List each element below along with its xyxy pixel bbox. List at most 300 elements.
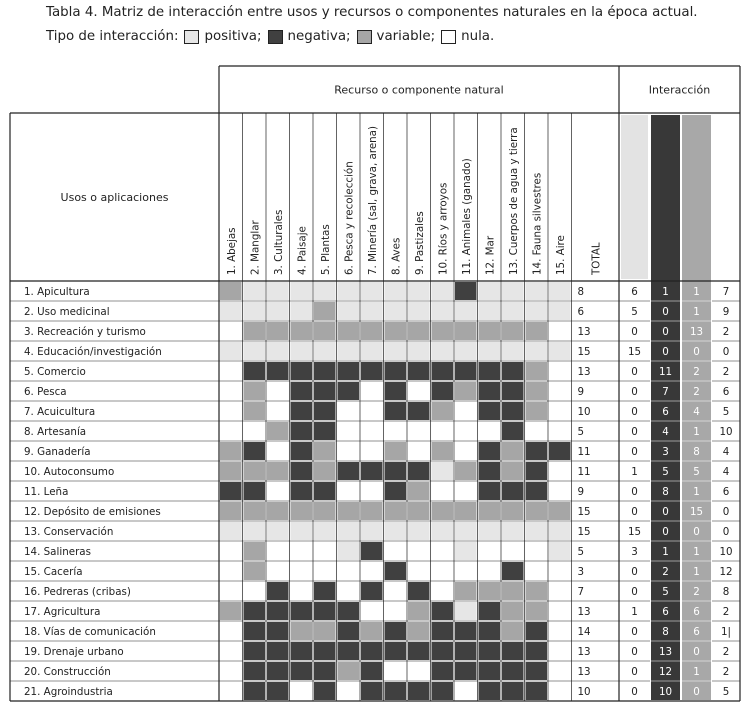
matrix-cell <box>361 522 383 540</box>
matrix-cell <box>314 402 336 420</box>
matrix-cell <box>220 602 242 620</box>
row-negative-count: 12 <box>658 666 673 678</box>
matrix-cell <box>314 682 336 700</box>
row-null-count: 10 <box>719 426 733 438</box>
matrix-cell <box>479 662 501 680</box>
matrix-cell <box>526 582 548 600</box>
matrix-cell <box>455 602 477 620</box>
matrix-cell <box>361 542 383 560</box>
row-total: 14 <box>577 626 591 638</box>
matrix-cell <box>526 622 548 640</box>
matrix-cell <box>479 602 501 620</box>
matrix-cell <box>408 502 430 520</box>
matrix-cell <box>244 462 266 480</box>
row-negative-count: 7 <box>662 386 669 398</box>
matrix-cell <box>338 462 360 480</box>
matrix-cell <box>314 662 336 680</box>
row-negative-count: 0 <box>662 526 669 538</box>
row-positive-count: 3 <box>631 546 638 558</box>
matrix-cell <box>432 462 454 480</box>
matrix-cell <box>291 482 313 500</box>
matrix-cell <box>408 622 430 640</box>
matrix-cell <box>314 502 336 520</box>
matrix-cell <box>267 582 289 600</box>
matrix-cell <box>314 482 336 500</box>
row-total: 3 <box>577 566 585 578</box>
row-null-count: 2 <box>722 666 730 678</box>
row-negative-count: 0 <box>662 326 669 338</box>
matrix-cell <box>526 502 548 520</box>
row-label: 17. Agricultura <box>24 606 101 618</box>
matrix-cell <box>479 482 501 500</box>
row-total: 10 <box>577 686 591 698</box>
matrix-cell <box>338 522 360 540</box>
row-negative-count: 3 <box>662 446 669 458</box>
matrix-cell <box>455 302 477 320</box>
matrix-cell <box>502 522 524 540</box>
row-null-count: 4 <box>722 446 730 458</box>
interaction-header: Interacción <box>648 83 711 97</box>
matrix-cell <box>291 422 313 440</box>
row-positive-count: 0 <box>631 386 638 398</box>
row-label: 20. Construcción <box>24 666 111 678</box>
matrix-cell <box>267 342 289 360</box>
matrix-cell <box>244 562 266 580</box>
row-variable-count: 8 <box>693 446 700 458</box>
matrix-cell <box>267 662 289 680</box>
matrix-cell <box>432 522 454 540</box>
row-null-count: 2 <box>722 646 730 658</box>
row-variable-count: 15 <box>689 506 704 518</box>
row-variable-count: 13 <box>689 326 704 338</box>
matrix-cell <box>314 302 336 320</box>
table-title: Tabla 4. Matriz de interacción entre usos y recursos o componentes naturales en la época actual. <box>46 5 698 20</box>
matrix-cell <box>549 342 571 360</box>
row-variable-count: 6 <box>693 626 700 638</box>
resource-label: 4. Paisaje <box>296 226 309 275</box>
matrix-cell <box>455 542 477 560</box>
matrix-cell <box>502 322 524 340</box>
matrix-cell <box>267 642 289 660</box>
matrix-cell <box>408 282 430 300</box>
matrix-cell <box>267 502 289 520</box>
resource-label: 8. Aves <box>390 237 403 275</box>
matrix-cell <box>385 382 407 400</box>
matrix-cell <box>361 582 383 600</box>
matrix-cell <box>220 522 242 540</box>
matrix-cell <box>549 522 571 540</box>
matrix-cell <box>385 622 407 640</box>
matrix-cell <box>432 502 454 520</box>
matrix-cell <box>502 462 524 480</box>
row-label: 14. Salineras <box>24 546 91 558</box>
matrix-cell <box>432 382 454 400</box>
matrix-cell <box>385 302 407 320</box>
matrix-cell <box>432 622 454 640</box>
matrix-cell <box>479 582 501 600</box>
matrix-cell <box>267 622 289 640</box>
row-total: 7 <box>577 586 585 598</box>
resources-header: Recurso o componente natural <box>334 83 504 97</box>
matrix-cell <box>244 282 266 300</box>
matrix-cell <box>244 382 266 400</box>
matrix-cell <box>291 502 313 520</box>
row-variable-count: 4 <box>693 406 700 418</box>
row-null-count: 2 <box>722 366 730 378</box>
row-variable-count: 6 <box>693 606 700 618</box>
matrix-cell <box>338 362 360 380</box>
matrix-cell <box>361 362 383 380</box>
row-variable-count: 1 <box>693 566 700 578</box>
row-label: 7. Acuicultura <box>24 406 96 418</box>
matrix-cell <box>291 282 313 300</box>
row-total: 8 <box>577 286 585 298</box>
resource-label: 11. Animales (ganado) <box>460 158 473 275</box>
matrix-cell <box>455 662 477 680</box>
matrix-cell <box>408 682 430 700</box>
matrix-cell <box>502 362 524 380</box>
matrix-cell <box>526 302 548 320</box>
matrix-cell <box>267 522 289 540</box>
matrix-cell <box>385 682 407 700</box>
row-positive-count: 0 <box>631 366 638 378</box>
matrix-cell <box>385 482 407 500</box>
matrix-cell <box>502 442 524 460</box>
row-negative-count: 4 <box>662 426 669 438</box>
matrix-cell <box>479 442 501 460</box>
matrix-cell <box>502 402 524 420</box>
matrix-cell <box>244 482 266 500</box>
total-label: TOTAL <box>590 242 603 275</box>
resource-label: 15. Aire <box>554 235 567 275</box>
row-variable-count: 2 <box>693 366 700 378</box>
row-label: 21. Agroindustria <box>24 686 113 698</box>
resource-label: 6. Pesca y recolección <box>343 161 356 275</box>
matrix-cell <box>526 482 548 500</box>
matrix-cell <box>549 442 571 460</box>
matrix-cell <box>361 682 383 700</box>
matrix-cell <box>408 462 430 480</box>
matrix-cell <box>502 422 524 440</box>
matrix-cell <box>549 542 571 560</box>
matrix-cell <box>455 362 477 380</box>
matrix-cell <box>432 642 454 660</box>
uses-header: Usos o aplicaciones <box>60 191 169 204</box>
row-null-count: 0 <box>722 506 730 518</box>
row-null-count: 4 <box>722 466 730 478</box>
matrix-cell <box>432 362 454 380</box>
matrix-cell <box>502 502 524 520</box>
matrix-cell <box>291 442 313 460</box>
matrix-cell <box>385 282 407 300</box>
matrix-cell <box>314 422 336 440</box>
matrix-cell <box>361 302 383 320</box>
matrix-cell <box>479 302 501 320</box>
matrix-cell <box>479 322 501 340</box>
matrix-cell <box>455 462 477 480</box>
matrix-cell <box>338 342 360 360</box>
matrix-cell <box>502 662 524 680</box>
row-variable-count: 0 <box>693 646 700 658</box>
row-null-count: 5 <box>722 406 730 418</box>
matrix-cell <box>549 502 571 520</box>
row-positive-count: 15 <box>627 346 642 358</box>
resource-label: 12. Mar <box>484 235 497 275</box>
resource-label: 10. Ríos y arroyos <box>437 182 450 275</box>
matrix-cell <box>361 622 383 640</box>
row-negative-count: 6 <box>662 406 669 418</box>
matrix-cell <box>244 322 266 340</box>
matrix-cell <box>267 422 289 440</box>
row-positive-count: 15 <box>627 526 642 538</box>
row-variable-count: 1 <box>693 306 700 318</box>
row-negative-count: 11 <box>658 366 673 378</box>
row-label: 6. Pesca <box>24 386 67 398</box>
matrix-cell <box>314 442 336 460</box>
row-negative-count: 10 <box>658 686 673 698</box>
matrix-cell <box>267 362 289 380</box>
row-negative-count: 1 <box>662 546 669 558</box>
matrix-cell <box>267 322 289 340</box>
row-total: 9 <box>577 486 585 498</box>
matrix-cell <box>361 342 383 360</box>
matrix-cell <box>549 282 571 300</box>
row-positive-count: 0 <box>631 626 638 638</box>
row-positive-count: 0 <box>631 326 638 338</box>
row-total: 15 <box>577 506 591 518</box>
matrix-cell <box>385 462 407 480</box>
row-positive-count: 6 <box>631 286 638 298</box>
matrix-cell <box>314 522 336 540</box>
matrix-cell <box>314 622 336 640</box>
row-null-count: 12 <box>719 566 733 578</box>
matrix-cell <box>291 322 313 340</box>
row-total: 5 <box>577 426 585 438</box>
matrix-cell <box>479 522 501 540</box>
matrix-cell <box>526 282 548 300</box>
resource-label: 14. Fauna silvestres <box>531 172 544 275</box>
resource-label: 9. Pastizales <box>413 211 426 275</box>
matrix-cell <box>220 502 242 520</box>
matrix-cell <box>314 382 336 400</box>
row-total: 13 <box>577 606 591 618</box>
row-variable-count: 2 <box>693 386 700 398</box>
matrix-cell <box>314 602 336 620</box>
row-variable-count: 1 <box>693 286 700 298</box>
row-total: 10 <box>577 406 591 418</box>
matrix-cell <box>479 642 501 660</box>
matrix-cell <box>244 602 266 620</box>
matrix-cell <box>244 302 266 320</box>
row-positive-count: 1 <box>631 466 638 478</box>
interaction-var-header-fill <box>682 115 711 281</box>
row-total: 13 <box>577 326 591 338</box>
matrix-cell <box>479 282 501 300</box>
row-null-count: 6 <box>722 486 730 498</box>
matrix-cell <box>455 342 477 360</box>
matrix-cell <box>526 662 548 680</box>
matrix-cell <box>220 482 242 500</box>
matrix-cell <box>267 302 289 320</box>
matrix-cell <box>267 282 289 300</box>
row-positive-count: 0 <box>631 566 638 578</box>
matrix-cell <box>361 662 383 680</box>
matrix-cell <box>338 502 360 520</box>
row-null-count: 2 <box>722 606 730 618</box>
resource-label: 1. Abejas <box>225 227 238 275</box>
matrix-cell <box>385 522 407 540</box>
matrix-cell <box>408 342 430 360</box>
matrix-cell <box>361 642 383 660</box>
row-label: 3. Recreación y turismo <box>24 326 146 338</box>
matrix-cell <box>479 502 501 520</box>
matrix-cell <box>408 402 430 420</box>
matrix-cell <box>385 562 407 580</box>
legend-text-negative: negativa; <box>287 29 351 44</box>
row-null-count: 0 <box>722 346 730 358</box>
row-variable-count: 2 <box>693 586 700 598</box>
row-label: 15. Cacería <box>24 566 83 578</box>
row-label: 16. Pedreras (cribas) <box>24 586 131 598</box>
matrix-cell <box>526 342 548 360</box>
matrix-cell <box>526 642 548 660</box>
matrix-cell <box>361 282 383 300</box>
matrix-cell <box>526 382 548 400</box>
matrix-cell <box>338 542 360 560</box>
row-null-count: 7 <box>722 286 730 298</box>
matrix-cell <box>267 682 289 700</box>
row-total: 5 <box>577 546 585 558</box>
row-variable-count: 1 <box>693 486 700 498</box>
row-null-count: 8 <box>722 586 730 598</box>
matrix-cell <box>338 622 360 640</box>
matrix-cell <box>432 322 454 340</box>
row-label: 9. Ganadería <box>24 446 91 458</box>
matrix-cell <box>361 502 383 520</box>
legend-text-positive: positiva; <box>204 29 262 44</box>
row-label: 13. Conservación <box>24 526 114 538</box>
matrix-cell <box>361 462 383 480</box>
row-label: 19. Drenaje urbano <box>24 646 124 658</box>
matrix-cell <box>361 322 383 340</box>
matrix-cell <box>408 582 430 600</box>
matrix-cell <box>291 522 313 540</box>
row-negative-count: 0 <box>662 506 669 518</box>
row-label: 8. Artesanía <box>24 426 87 438</box>
matrix-cell <box>455 582 477 600</box>
row-negative-count: 0 <box>662 306 669 318</box>
row-positive-count: 0 <box>631 506 638 518</box>
row-total: 13 <box>577 366 591 378</box>
matrix-cell <box>244 682 266 700</box>
matrix-cell <box>244 342 266 360</box>
matrix-cell <box>291 662 313 680</box>
legend-text-variable: variable; <box>376 29 436 44</box>
matrix-cell <box>455 282 477 300</box>
resource-label: 5. Plantas <box>319 224 332 275</box>
matrix-cell <box>479 342 501 360</box>
matrix-cell <box>291 302 313 320</box>
resource-label: 3. Culturales <box>272 209 285 275</box>
matrix-cell <box>291 622 313 640</box>
matrix-cell <box>244 642 266 660</box>
row-negative-count: 5 <box>662 466 669 478</box>
matrix-cell <box>220 282 242 300</box>
legend-label: Tipo de interacción: <box>46 29 179 44</box>
matrix-cell <box>314 362 336 380</box>
matrix-cell <box>291 382 313 400</box>
row-label: 5. Comercio <box>24 366 86 378</box>
matrix-cell <box>479 402 501 420</box>
row-negative-count: 13 <box>658 646 673 658</box>
matrix-cell <box>526 322 548 340</box>
matrix-cell <box>502 642 524 660</box>
matrix-cell <box>502 342 524 360</box>
row-total: 13 <box>577 666 591 678</box>
matrix-cell <box>408 482 430 500</box>
matrix-cell <box>291 462 313 480</box>
matrix-cell <box>291 602 313 620</box>
legend-text-null: nula. <box>461 29 495 44</box>
row-null-count: 2 <box>722 326 730 338</box>
matrix-cell <box>502 482 524 500</box>
row-positive-count: 0 <box>631 446 638 458</box>
row-positive-count: 0 <box>631 406 638 418</box>
matrix-cell <box>502 382 524 400</box>
matrix-cell <box>385 502 407 520</box>
matrix-cell <box>432 342 454 360</box>
matrix-cell <box>385 402 407 420</box>
matrix-cell <box>338 302 360 320</box>
matrix-cell <box>244 502 266 520</box>
matrix-cell <box>338 602 360 620</box>
matrix-cell <box>314 642 336 660</box>
row-positive-count: 0 <box>631 486 638 498</box>
matrix-cell <box>455 322 477 340</box>
row-positive-count: 0 <box>631 586 638 598</box>
row-total: 9 <box>577 386 585 398</box>
matrix-cell <box>338 662 360 680</box>
matrix-cell <box>314 342 336 360</box>
matrix-cell <box>455 382 477 400</box>
row-positive-count: 0 <box>631 426 638 438</box>
matrix-cell <box>314 582 336 600</box>
matrix-cell <box>338 282 360 300</box>
matrix-cell <box>432 662 454 680</box>
matrix-cell <box>385 362 407 380</box>
row-label: 2. Uso medicinal <box>24 306 110 318</box>
matrix-cell <box>502 622 524 640</box>
row-label: 1. Apicultura <box>24 286 90 298</box>
matrix-cell <box>220 342 242 360</box>
row-null-count: 10 <box>719 546 733 558</box>
matrix-cell <box>479 622 501 640</box>
row-null-count: 1| <box>720 626 732 638</box>
row-negative-count: 1 <box>662 286 669 298</box>
matrix-cell <box>432 442 454 460</box>
row-null-count: 0 <box>722 526 730 538</box>
row-negative-count: 2 <box>662 566 669 578</box>
matrix-cell <box>220 442 242 460</box>
row-label: 18. Vías de comunicación <box>24 626 156 638</box>
matrix-cell <box>408 642 430 660</box>
matrix-cell <box>314 462 336 480</box>
matrix-cell <box>526 362 548 380</box>
matrix-cell <box>244 622 266 640</box>
row-negative-count: 8 <box>662 626 669 638</box>
matrix-cell <box>455 502 477 520</box>
matrix-cell <box>455 522 477 540</box>
